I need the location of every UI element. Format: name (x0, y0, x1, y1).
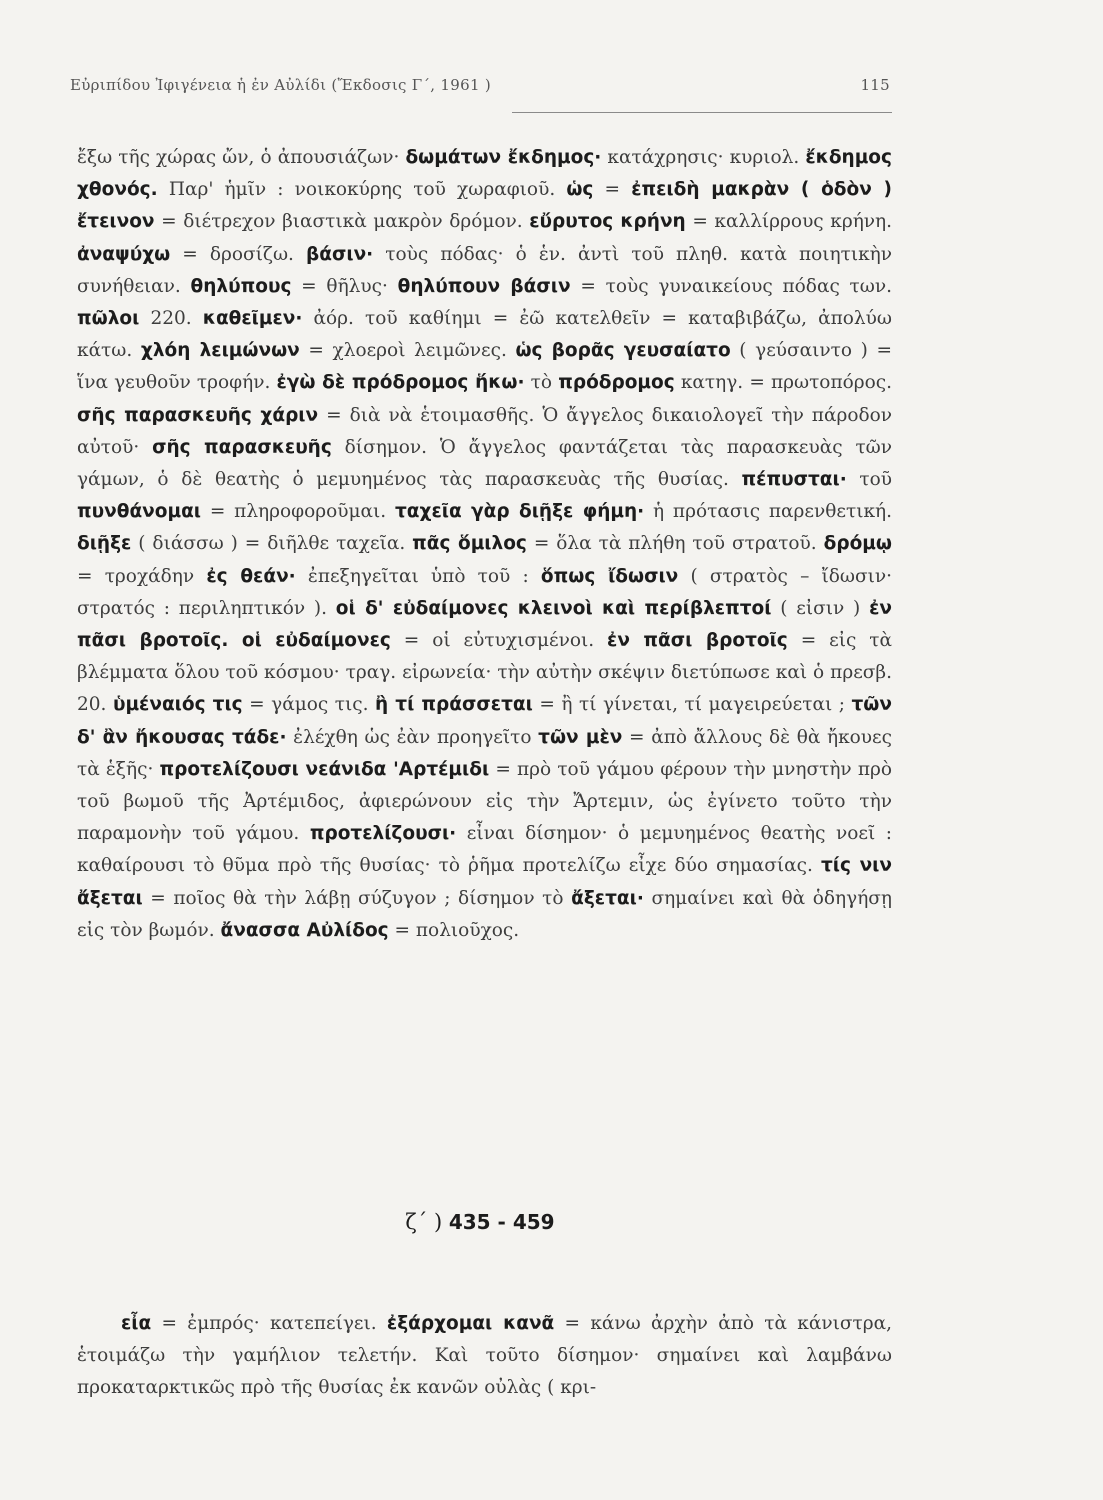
gloss: τὸ (524, 372, 559, 394)
lemma: ὡς βορᾶς γευσαίατο (515, 340, 731, 362)
gloss: = τροχάδην (77, 565, 207, 587)
gloss: ( γεύσαιντο ) = ἵνα γευθοῦν τροφήν. (77, 340, 892, 394)
gloss: ἐλέχθη ὡς ἐὰν προηγεῖτο (286, 726, 539, 748)
lemma: ταχεῖα γὰρ διῇξε φήμη· (395, 501, 645, 523)
lemma: πᾶς ὅμιλος (412, 533, 527, 555)
commentary-paragraph-2 (77, 1308, 892, 1405)
lemma: ἄνασσα Αὐλίδος (220, 919, 389, 941)
lemma: εὔρυτος κρήνη (529, 211, 686, 233)
gloss: = διέτρεχον βιαστικὰ μακρὸν δρόμον. (154, 211, 530, 233)
gloss: τοῦ (846, 469, 893, 491)
gloss: ( στρατὸς – ἴδωσιν· στρατός : περιληπτικόν ). (77, 565, 893, 619)
lemma: δωμάτων ἔκδημος· (405, 147, 602, 168)
lemma: βάσιν· (306, 243, 374, 265)
lemma: ἄξεται· (571, 887, 644, 909)
lemma: πέπυσται· (741, 469, 847, 491)
gloss: εἶναι δίσημον· ὁ μεμυημένος θεατὴς νοεῖ : καθαίρουσι τὸ θῦμα πρὸ τῆς θυσίας· τὸ ῥῆμα προτελίζω εἶχε δύο σημασίας. (77, 823, 892, 877)
gloss: κατηγ. = πρωτοπόρος. (674, 372, 893, 394)
gloss: = (593, 179, 632, 201)
lemma: ὑμέναιός τις (112, 694, 243, 716)
running-header (70, 76, 890, 94)
lemma: τῶν μὲν (538, 726, 623, 748)
gloss: = γάμος τις. (242, 694, 376, 716)
lemma: ἐν πᾶσι βροτοῖς (607, 630, 788, 652)
gloss: = τοὺς γυναικείους πόδας των. (570, 275, 892, 297)
lemma: ἐξάρχομαι κανᾶ (386, 1313, 555, 1334)
lemma: σῆς παρασκευῆς χάριν (77, 404, 319, 426)
lemma: θηλύπουν βάσιν (397, 275, 571, 297)
gloss: = διὰ νὰ ἑτοιμασθῆς. Ὁ ἄγγελος δικαιολογεῖ τὴν πάροδον αὐτοῦ· (77, 404, 892, 458)
lemma: δρόμῳ (823, 533, 892, 555)
gloss: ἐπεξηγεῖται ὑπὸ τοῦ : (295, 565, 541, 587)
lemma: διῇξε (77, 533, 132, 555)
gloss: Παρ' ἡμῖν : νοικοκύρης τοῦ χωραφιοῦ. (157, 179, 567, 201)
section-heading (0, 1210, 960, 1234)
lemma: ὅπως ἴδωσιν (540, 565, 679, 587)
gloss: δίσημον. Ὁ ἄγγελος φαντάζεται τὰς παρασκευὰς τῶν γάμων, ὁ δὲ θεατὴς ὁ μεμυημένος τὰς παρασκευὰς τῆς θυσίας. (77, 436, 893, 491)
lemma: εἶα (121, 1313, 152, 1334)
gloss: ( διάσσω ) = διῆλθε ταχεῖα. (131, 533, 413, 555)
gloss: = πληροφοροῦμαι. (201, 501, 395, 523)
running-title: Εὐριπίδου Ἰφιγένεια ἡ ἐν Αὐλίδι (Ἔκδοσις Γ΄, 1961 ) (70, 76, 492, 94)
gloss: = καλλίρρους κρήνη. (685, 211, 892, 233)
lemma: ἀναψύχω (77, 243, 171, 265)
lemma: σῆς παρασκευῆς (152, 436, 332, 458)
commentary-paragraph (77, 142, 892, 947)
gloss: = θῆλυς· (291, 275, 398, 297)
gloss: ἔξω τῆς χώρας ὤν, ὁ ἀπουσιάζων· (77, 147, 406, 168)
gloss: = ἢ τί γίνεται, τί μαγειρεύεται ; (532, 694, 852, 716)
gloss: ἀόρ. τοῦ καθίημι = ἐῶ κατελθεῖν = καταβιβάζω, ἀπολύω κάτω. (77, 308, 892, 362)
gloss: = πολιοῦχος. (388, 919, 520, 941)
lemma: πυνθάνομαι (77, 501, 201, 523)
lemma: πρόδρομος (558, 372, 675, 394)
lemma: τίς νιν ἄξεται (77, 855, 892, 909)
gloss: κατάχρησις· κυριολ. (601, 147, 806, 168)
lemma: πῶλοι (77, 308, 140, 330)
lemma: ὡς (566, 179, 594, 201)
lemma: χλόη λειμώνων (140, 340, 300, 362)
gloss: ( εἰσιν ) (771, 597, 870, 619)
lemma: καθεῖμεν· (202, 308, 303, 330)
header-rule (512, 112, 892, 113)
lemma: προτελίζουσι· (309, 823, 457, 845)
gloss: = δροσίζω. (170, 243, 307, 265)
page-number: 115 (860, 76, 890, 94)
gloss: 220. (139, 308, 203, 330)
lemma: ἢ τί πράσσεται (375, 694, 533, 716)
section-range: 435 - 459 (448, 1210, 555, 1234)
gloss: = οἱ εὐτυχισμένοι. (390, 630, 608, 652)
gloss: = ὅλα τὰ πλήθη τοῦ στρατοῦ. (526, 533, 824, 555)
lemma: ἐν πᾶσι βροτοῖς. οἱ εὐδαίμονες (77, 597, 892, 652)
lemma: προτελίζουσι νεάνιδα 'Αρτέμιδι (159, 758, 490, 780)
gloss: = πρὸ τοῦ γάμου φέρουν τὴν μνηστὴν πρὸ τοῦ βωμοῦ τῆς Ἀρτέμιδος, ἀφιερώνουν εἰς τὴν Ἄρτεμιν, ὡς ἐγίνετο τοῦτο τὴν παραμονὴν τοῦ γάμου. (77, 758, 892, 845)
lemma: ἐγὼ δὲ πρόδρομος ἥκω· (276, 372, 525, 394)
gloss: = ἀπὸ ἄλλους δὲ θὰ ἤκουες τὰ ἑξῆς· (77, 726, 892, 780)
section-label: ζ΄ ) (405, 1210, 443, 1234)
lemma: θηλύπους (190, 275, 292, 297)
gloss: = εἰς τὰ βλέμματα ὅλου τοῦ κόσμου· τραγ. εἰρωνεία· τὴν αὐτὴν σκέψιν διετύπωσε καὶ ὁ πρεσβ. 20. (77, 630, 892, 716)
gloss: = χλοεροὶ λειμῶνες. (299, 340, 516, 362)
gloss: σημαίνει καὶ θὰ ὁδηγήσῃ εἰς τὸν βωμόν. (77, 887, 892, 941)
lemma: τῶν δ' ἂν ἤκουσας τάδε· (77, 694, 892, 748)
gloss: = κάνω ἀρχὴν ἀπὸ τὰ κάνιστρα, ἑτοιμάζω τὴν γαμήλιον τελετήν. Καὶ τοῦτο δίσημον· σημαίνει καὶ λαμβάνω προκαταρκτικῶς πρὸ τῆς θυσίας ἐκ κανῶν οὐλὰς ( κρι- (77, 1313, 892, 1399)
lemma: ἐπειδὴ μακρὰν ( ὁδὸν ) ἔτεινον (77, 179, 892, 233)
gloss: = ἐμπρός· κατεπείγει. (151, 1313, 387, 1334)
lemma: ἐς θεάν· (206, 565, 296, 587)
lemma: οἱ δ' εὐδαίμονες κλεινοὶ καὶ περίβλεπτοί (335, 597, 772, 619)
lemma: ἔκδημος χθονός. (77, 147, 892, 201)
gloss: = ποῖος θὰ τὴν λάβῃ σύζυγον ; δίσημον τὸ (142, 887, 572, 909)
gloss: ἡ πρότασις παρενθετική. (644, 501, 892, 523)
gloss: τοὺς πόδας· ὁ ἑν. ἀντὶ τοῦ πληθ. κατὰ ποιητικὴν συνήθειαν. (77, 243, 892, 297)
